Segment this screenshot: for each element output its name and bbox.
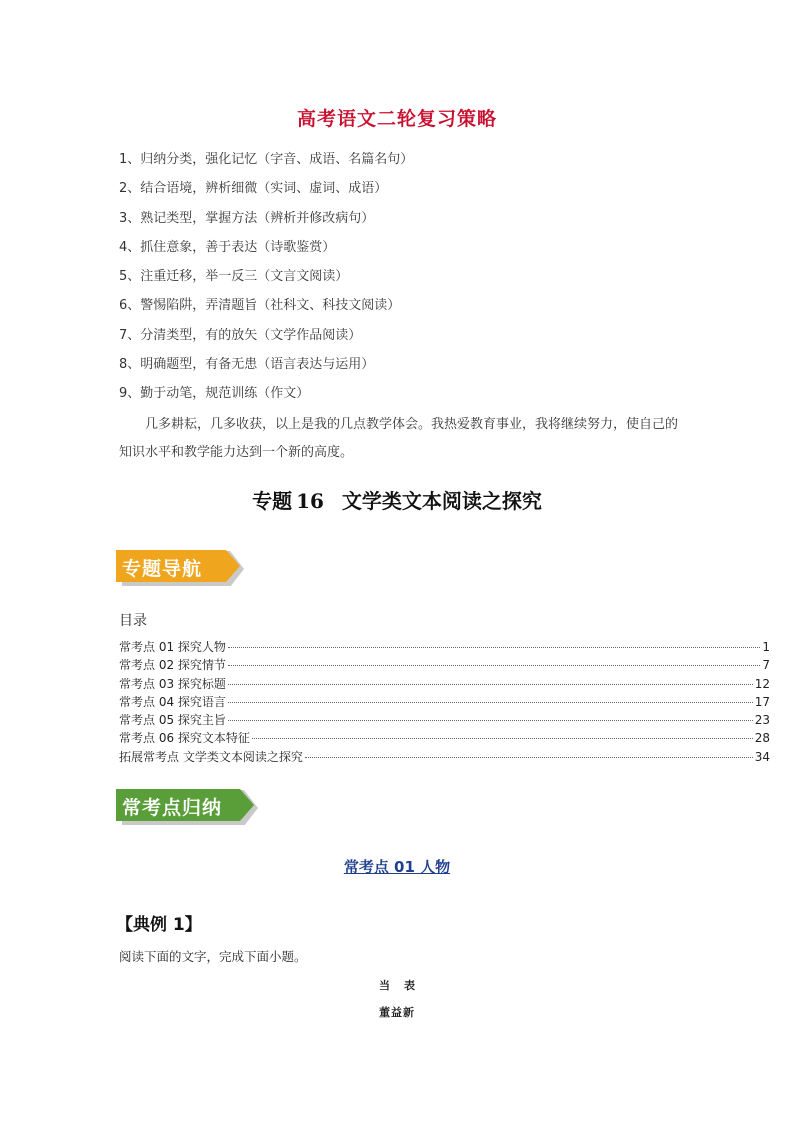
toc-entry[interactable] xyxy=(119,711,770,729)
toc-leader xyxy=(228,684,753,685)
strategy-item: 4、抓住意象，善于表达（诗歌鉴赏） xyxy=(119,239,336,255)
toc-entry-page: 28 xyxy=(754,731,770,746)
example-instruction: 阅读下面的文字，完成下面小题。 xyxy=(119,949,307,964)
table-of-contents xyxy=(119,638,770,766)
topic-number: 16 xyxy=(296,489,324,513)
essay-title: 当表 xyxy=(379,979,429,992)
strategy-item: 2、结合语境，辨析细微（实词、虚词、成语） xyxy=(119,181,388,197)
toc-entry-page: 1 xyxy=(762,640,770,654)
strategy-list xyxy=(119,150,413,414)
toc-entry-page: 34 xyxy=(754,749,770,764)
main-title: 高考语文二轮复习策略 xyxy=(296,108,497,130)
toc-entry-page: 12 xyxy=(754,676,770,691)
topic-name: 文学类文本阅读之探究 xyxy=(341,489,542,513)
example-title: 【典例 1】 xyxy=(116,915,202,935)
toc-entry-page: 23 xyxy=(754,713,770,728)
toc-entry[interactable] xyxy=(119,748,770,766)
toc-leader xyxy=(228,720,753,721)
toc-entry-page: 17 xyxy=(754,694,770,709)
topic-nav-banner xyxy=(116,548,244,586)
strategy-item: 8、明确题型，有备无患（语言表达与运用） xyxy=(119,357,375,373)
toc-entry-title: 常考点 01 探究人物 xyxy=(119,640,226,654)
toc-leader xyxy=(228,665,760,666)
strategy-item: 3、熟记类型，掌握方法（辨析并修改病句） xyxy=(119,210,375,226)
toc-leader xyxy=(252,738,753,739)
strategy-item: 5、注重迁移，举一反三（文言文阅读） xyxy=(119,269,349,285)
closing-text: 几多耕耘，几多收获，以上是我的几点教学体会。我热爱教育事业，我将继续努力，使自己的知识水平和教学能力达到一个新的高度。 xyxy=(119,417,679,460)
toc-entry-title: 常考点 05 探究主旨 xyxy=(119,713,226,728)
strategy-item: 9、勤于动笔，规范训练（作文） xyxy=(119,386,310,402)
essay-author: 董益新 xyxy=(379,1006,415,1019)
toc-label: 目录 xyxy=(119,613,147,629)
toc-entry[interactable] xyxy=(119,729,770,747)
toc-entry-page: 7 xyxy=(762,658,770,673)
toc-entry-title: 常考点 04 探究语言 xyxy=(119,694,226,709)
strategy-item: 6、警惕陷阱，弄清题旨（社科文、科技文阅读） xyxy=(119,298,401,314)
topic-title xyxy=(0,485,794,514)
point-summary-banner xyxy=(116,787,258,825)
toc-leader xyxy=(305,757,753,758)
banner-summary-label: 常考点归纳 xyxy=(122,797,223,819)
topic-prefix: 专题 xyxy=(252,489,293,513)
toc-entry[interactable] xyxy=(119,638,770,656)
strategy-item: 7、分清类型，有的放矢（文学作品阅读） xyxy=(119,327,362,343)
toc-entry[interactable] xyxy=(119,656,770,674)
toc-entry-title: 常考点 06 探究文本特征 xyxy=(119,731,250,746)
closing-paragraph xyxy=(119,411,679,467)
toc-entry-title: 常考点 03 探究标题 xyxy=(119,676,226,691)
banner-nav-label: 专题导航 xyxy=(122,558,203,580)
point-title-link[interactable]: 常考点 01 人物 xyxy=(343,858,451,876)
toc-entry[interactable] xyxy=(119,675,770,693)
toc-entry-title: 常考点 02 探究情节 xyxy=(119,658,226,673)
toc-entry-title: 拓展常考点 文学类文本阅读之探究 xyxy=(119,749,303,764)
toc-leader xyxy=(228,647,760,648)
strategy-item: 1、归纳分类，强化记忆（字音、成语、名篇名句） xyxy=(119,152,414,167)
toc-leader xyxy=(228,702,753,703)
toc-entry[interactable] xyxy=(119,693,770,711)
